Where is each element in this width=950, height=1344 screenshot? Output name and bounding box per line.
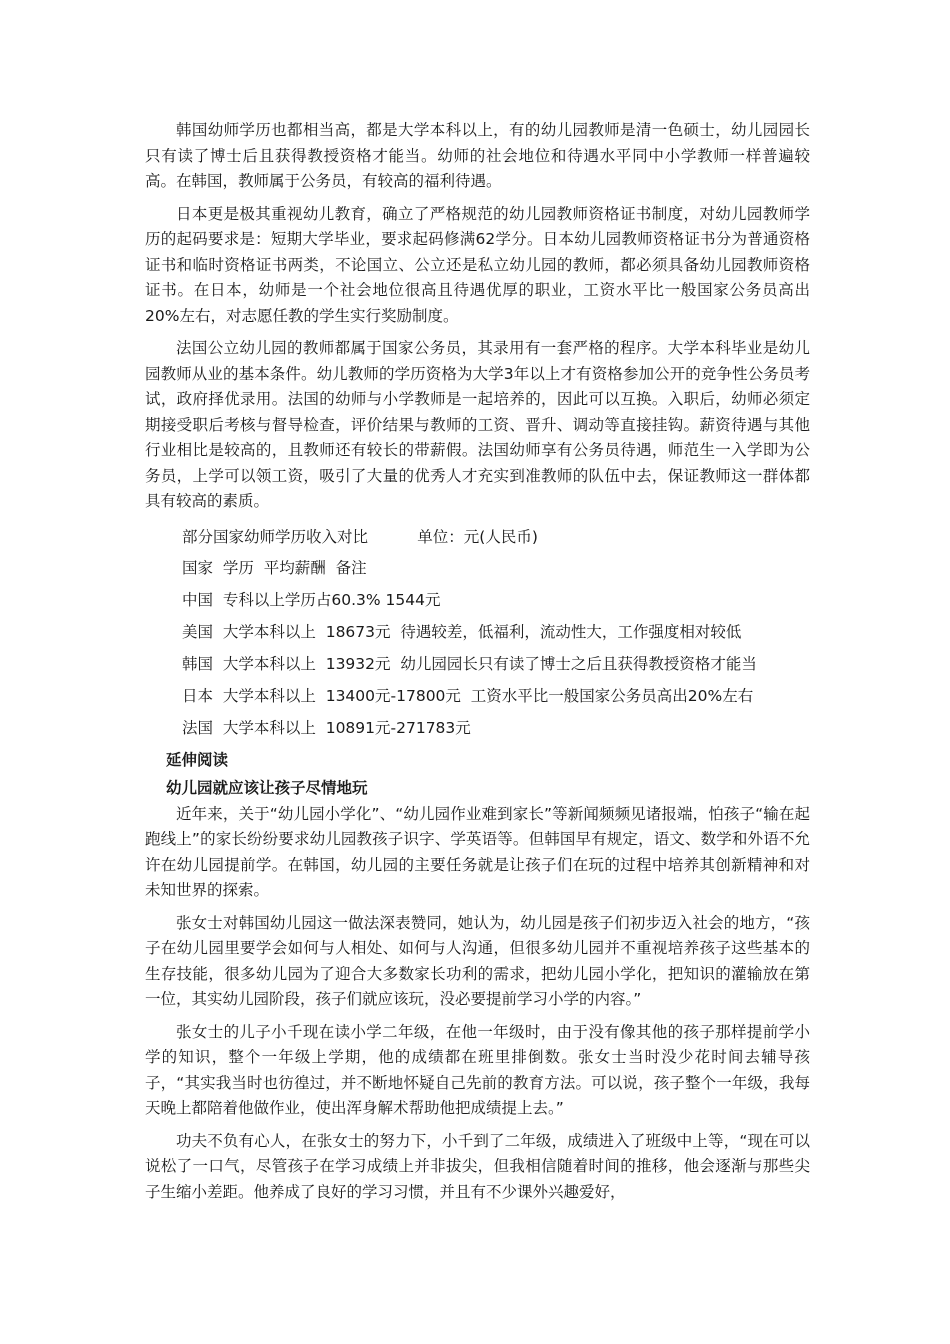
table-row: 韩国 大学本科以上 13932元 幼儿园园长只有读了博士之后且获得教授资格才能当 [182, 654, 757, 673]
table-row: 美国 大学本科以上 18673元 待遇较差，低福利，流动性大，工作强度相对较低 [182, 622, 742, 641]
extended-reading-label: 延伸阅读 [166, 750, 229, 769]
paragraph-japan: 日本更是极其重视幼儿教育，确立了严格规范的幼儿园教师资格证书制度，对幼儿园教师学历的起码要求是：短期大学毕业，要求起码修满62学分。日本幼儿园教师资格证书分为普通资格证书和临时资格证书两类，不论国立、公立还是私立幼儿园的教师，都必须具备幼儿园教师资格证书。在日本，幼师是一个社会地位很高且待遇优厚的职业，工资水平比一般国家公务员高出20%左右，对志愿任教的学生实行奖励制度。 [145, 204, 810, 325]
paragraph-outcome: 功夫不负有心人，在张女士的努力下，小千到了二年级，成绩进入了班级中上等，“现在可以说松了一口气，尽管孩子在学习成绩上并非拔尖，但我相信随着时间的推移，他会逐渐与那些尖子生缩小差距。他养成了良好的学习习惯，并且有不少课外兴趣爱好， [145, 1131, 810, 1201]
paragraph-son-story: 张女士的儿子小千现在读小学二年级，在他一年级时，由于没有像其他的孩子那样提前学小学的知识，整个一年级上学期，他的成绩都在班里排倒数。张女士当时没少花时间去辅导孩子，“其实我当时也彷徨过，并不断地怀疑自己先前的教育方法。可以说，孩子整个一年级，我每天晚上都陪着他做作业，使出浑身解术帮助他把成绩提上去。” [145, 1022, 810, 1117]
paragraph-intro: 近年来，关于“幼儿园小学化”、“幼儿园作业难到家长”等新闻频频见诸报端，怕孩子“输在起跑线上”的家长纷纷要求幼儿园教孩子识字、学英语等。但韩国早有规定，语文、数学和外语不允许在幼儿园提前学。在韩国，幼儿园的主要任务就是让孩子们在玩的过程中培养其创新精神和对未知世界的探索。 [145, 804, 810, 899]
table-row: 中国 专科以上学历占60.3% 1544元 [182, 590, 441, 609]
table-row: 日本 大学本科以上 13400元-17800元 工资水平比一般国家公务员高出20%左右 [182, 686, 754, 705]
salary-comparison-table [145, 522, 810, 744]
table-title: 部分国家幼师学历收入对比 单位：元(人民币) [182, 527, 538, 546]
article-title: 幼儿园就应该让孩子尽情地玩 [166, 778, 368, 797]
table-header: 国家 学历 平均薪酬 备注 [182, 558, 367, 577]
document-page [145, 118, 810, 1212]
paragraph-korea: 韩国幼师学历也都相当高，都是大学本科以上，有的幼儿园教师是清一色硕士，幼儿园园长只有读了博士后且获得教授资格才能当。幼师的社会地位和待遇水平同中小学教师一样普遍较高。在韩国，教师属于公务员，有较高的福利待遇。 [145, 121, 810, 190]
paragraph-france: 法国公立幼儿园的教师都属于国家公务员，其录用有一套严格的程序。大学本科毕业是幼儿园教师从业的基本条件。幼儿教师的学历资格为大学3年以上才有资格参加公开的竞争性公务员考试，政府择优录用。法国的幼师与小学教师是一起培养的，因此可以互换。入职后，幼师必须定期接受职后考核与督导检查，评价结果与教师的工资、晋升、调动等直接挂钩。薪资待遇与其他行业相比是较高的，且教师还有较长的带薪假。法国幼师享有公务员待遇，师范生一入学即为公务员，上学可以领工资，吸引了大量的优秀人才充实到准教师的队伍中去，保证教师这一群体都具有较高的素质。 [145, 339, 810, 510]
paragraph-ms-zhang-view: 张女士对韩国幼儿园这一做法深表赞同，她认为，幼儿园是孩子们初步迈入社会的地方，“孩子在幼儿园里要学会如何与人相处、如何与人沟通，但很多幼儿园并不重视培养孩子这些基本的生存技能，很多幼儿园为了迎合大多数家长功利的需求，把幼儿园小学化，把知识的灌输放在第一位，其实幼儿园阶段，孩子们就应该玩，没必要提前学习小学的内容。” [145, 913, 810, 1008]
table-row: 法国 大学本科以上 10891元-271783元 [182, 718, 471, 737]
